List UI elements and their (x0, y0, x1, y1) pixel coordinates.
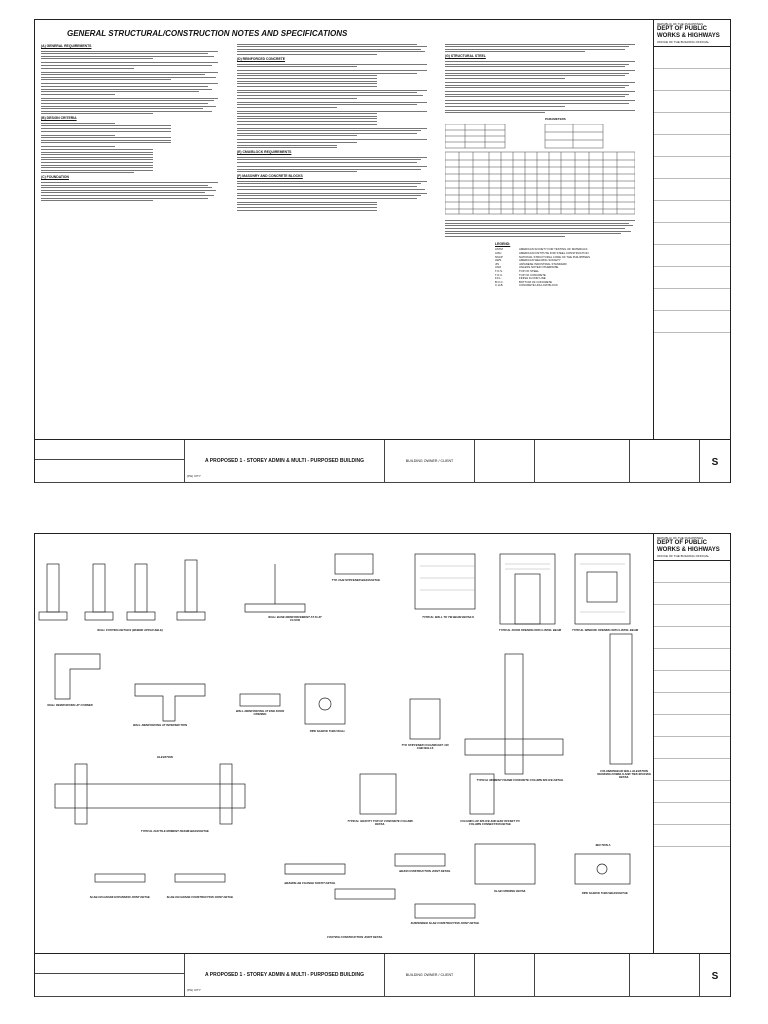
republic-label: REPUBLIC OF THE PHILIPPINES (657, 22, 704, 26)
section-heading: (E) CMU/BLOCK REQUIREMENTS (237, 150, 292, 155)
detail-caption: SLAB-ON-GRADE EXPANSION JOINT DETAIL (89, 895, 151, 899)
owner-label: BUILDING OWNER / CLIENT (405, 973, 454, 977)
signature-box (654, 267, 730, 289)
project-title: A PROPOSED 1 - STOREY ADMIN & MULTI - PURPOSED BUILDING (204, 458, 365, 464)
legend-abbr: JIS (495, 261, 500, 266)
notes-column-2 (237, 42, 437, 212)
detail-caption: FOOTING CONSTRUCTION JOINT DETAIL (327, 935, 383, 939)
signature-box (654, 671, 730, 693)
legend-abbr: AISC (495, 251, 502, 256)
office-label: OFFICE OF THE BUILDING OFFICIAL (657, 40, 710, 44)
detail-caption: PIPE SLEEVE THRU WALL (309, 729, 346, 733)
section-heading: (A) GENERAL REQUIREMENTS (41, 44, 92, 48)
detail-caption: SECTION A (595, 843, 611, 847)
details-drawing (35, 534, 653, 953)
department-name: DEPT OF PUBLIC WORKS & HIGHWAYS (657, 26, 720, 39)
signature-box (654, 803, 730, 825)
section-heading: (C) FOUNDATION (41, 175, 69, 180)
project-title: A PROPOSED 1 - STOREY ADMIN & MULTI - PURPOSED BUILDING (204, 972, 365, 978)
signature-box (654, 605, 730, 627)
detail-caption: TYPICAL MOMENT FRAME CONCRETE COLUMN SPLICE DETAIL (476, 778, 564, 782)
notes-column-3 (445, 42, 645, 288)
legend-row (495, 284, 645, 288)
legend-desc: AMERICAN SOCIETY FOR TESTING OF MATERIALS (519, 247, 588, 252)
legend-abbr: AWS (495, 258, 502, 263)
signature-box (654, 311, 730, 333)
legend-abbr: T.O.C. (495, 272, 503, 277)
signature-box (654, 649, 730, 671)
detail-caption: BEAM CONSTRUCTION JOINT DETAIL (399, 869, 451, 873)
legend (495, 243, 645, 288)
signature-box (654, 759, 730, 781)
legend-abbr: ASTM (495, 247, 503, 252)
signature-box (654, 201, 730, 223)
detail-caption: PIPE SLEEVE THRU BEAM DETAIL (581, 891, 629, 895)
sheet-number: S (700, 954, 730, 997)
detail-caption: WALL REINFORCING AT CORNER (47, 703, 93, 707)
title-block (35, 953, 730, 997)
detail-caption: WALL FOOTING DETAILS (WHERE APPLICABLE) (97, 628, 163, 632)
signature-box (654, 47, 730, 69)
notes-column-1 (41, 42, 227, 203)
detail-caption: COLUMN/SHEAR WALL ELEVATION SHOWING DOWELS AND TIES SPACING DETAIL (597, 769, 651, 780)
office-label: OFFICE OF THE BUILDING OFFICIAL (657, 554, 710, 558)
agency-sidebar (654, 20, 730, 439)
detail-caption: ELEVATION (157, 755, 173, 759)
legend-desc: FINISH FLOOR LINE (519, 276, 546, 281)
legend-abbr: UNO (495, 265, 502, 270)
signature-box (654, 627, 730, 649)
legend-title: LEGEND: (495, 241, 511, 246)
republic-label: REPUBLIC OF THE PHILIPPINES (657, 536, 704, 540)
detail-caption: WALL BASE REINFORCEMENT AT FLAT FLOOR (268, 615, 322, 623)
legend-desc: TOP OF STEEL (519, 269, 539, 273)
signature-box (654, 179, 730, 201)
department-name: DEPT OF PUBLIC WORKS & HIGHWAYS (657, 540, 720, 553)
location-label: (PH) CITY (187, 474, 201, 478)
signature-box (654, 157, 730, 179)
sheet-title: GENERAL STRUCTURAL/CONSTRUCTION NOTES AND SPECIFICATIONS (67, 29, 348, 38)
legend-desc: AMERICAN WELDING SOCIETY (519, 258, 561, 263)
detail-caption: TYPICAL GRAVITY TOP OF CONCRETE COLUMN DETAIL (347, 819, 413, 827)
signature-box (654, 91, 730, 113)
section-heading: (D) REINFORCED CONCRETE (237, 56, 286, 61)
detail-caption: TYP. STIFFENER COLUMN DET. ON CHB WALLS (401, 743, 449, 751)
section-heading: (B) DESIGN CRITERIA (41, 116, 77, 121)
section-heading: (G) STRUCTURAL STEEL (445, 54, 486, 59)
detail-caption: TYP. CHB STIFFENER BEAM DETAIL (331, 578, 381, 582)
detail-caption: TYPICAL DUCTILE MOMENT FRAME BEAM DETAIL (140, 829, 210, 833)
signature-box (654, 825, 730, 847)
legend-desc: JAPANESE INDUSTRIAL STANDARD (519, 261, 567, 266)
agency-sidebar (654, 534, 730, 953)
legend-desc: TOP OF CONCRETE (519, 272, 546, 277)
signature-box (654, 69, 730, 91)
signature-box (654, 737, 730, 759)
signature-box (654, 583, 730, 605)
signature-box (654, 781, 730, 803)
legend-desc: CONCRETE HOLLOW BLOCK (519, 283, 558, 288)
legend-desc: AMERICAN INSTITUTE FOR STEEL CONSTRUCTION (519, 251, 589, 256)
legend-abbr: B.O.C. (495, 279, 504, 284)
signature-box (654, 289, 730, 311)
signature-box (654, 113, 730, 135)
legend-abbr: T.O.S. (495, 269, 503, 273)
rebar-schedule-table (445, 124, 635, 216)
drawing-area (35, 20, 654, 440)
parameters-title: PARAMETERS (545, 117, 566, 122)
signature-box (654, 715, 730, 737)
detail-caption: COLUMN LAP SPLICE AND BAR OFFSET TO COLUMN CONNECTION DETAIL (460, 819, 520, 827)
detail-caption: WALL REINFORCING AT INTERSECTION (132, 723, 188, 727)
detail-caption: TYPICAL DOOR OPENING WITH LINTEL BEAM (498, 628, 562, 632)
structural-details-sheet (34, 533, 731, 997)
signature-box (654, 223, 730, 245)
structural-notes-sheet (34, 19, 731, 483)
detail-caption: SUSPENDED SLAB CONSTRUCTION JOINT DETAIL (410, 921, 480, 925)
detail-caption: TYPICAL WALL TO TIE BEAM DETAILS (422, 615, 474, 619)
detail-caption: SLAB OPENING DETAIL (494, 889, 526, 893)
signature-box (654, 561, 730, 583)
drawing-area (35, 534, 654, 954)
signature-box (654, 693, 730, 715)
detail-caption: SLAB-ON-GRADE CONSTRUCTION JOINT DETAIL (166, 895, 234, 899)
legend-abbr: NSCP (495, 254, 503, 259)
detail-caption: WALL REINFORCING AT END DOOR OPENING (235, 709, 285, 717)
section-heading: (F) MASONRY AND CONCRETE BLOCKS (237, 174, 303, 179)
legend-desc: BOTTOM OF CONCRETE (519, 279, 553, 284)
location-label: (PH) CITY (187, 988, 201, 992)
detail-caption: BEAM/SLAB CHANGE SOFFIT DETAIL (284, 881, 336, 885)
signature-box (654, 135, 730, 157)
owner-label: BUILDING OWNER / CLIENT (405, 459, 454, 463)
detail-caption: TYPICAL WINDOW OPENING WITH LINTEL BEAM (571, 628, 639, 632)
sheet-number: S (700, 440, 730, 483)
legend-desc: UNLESS NOTED OTHERWISE (519, 265, 559, 270)
signature-box (654, 245, 730, 267)
legend-desc: NATIONAL STRUCTURAL CODE OF THE PHILIPPINES (519, 254, 591, 259)
legend-abbr: C.H.B. (495, 283, 504, 288)
title-block (35, 439, 730, 483)
legend-abbr: F.F.L. (495, 276, 502, 281)
